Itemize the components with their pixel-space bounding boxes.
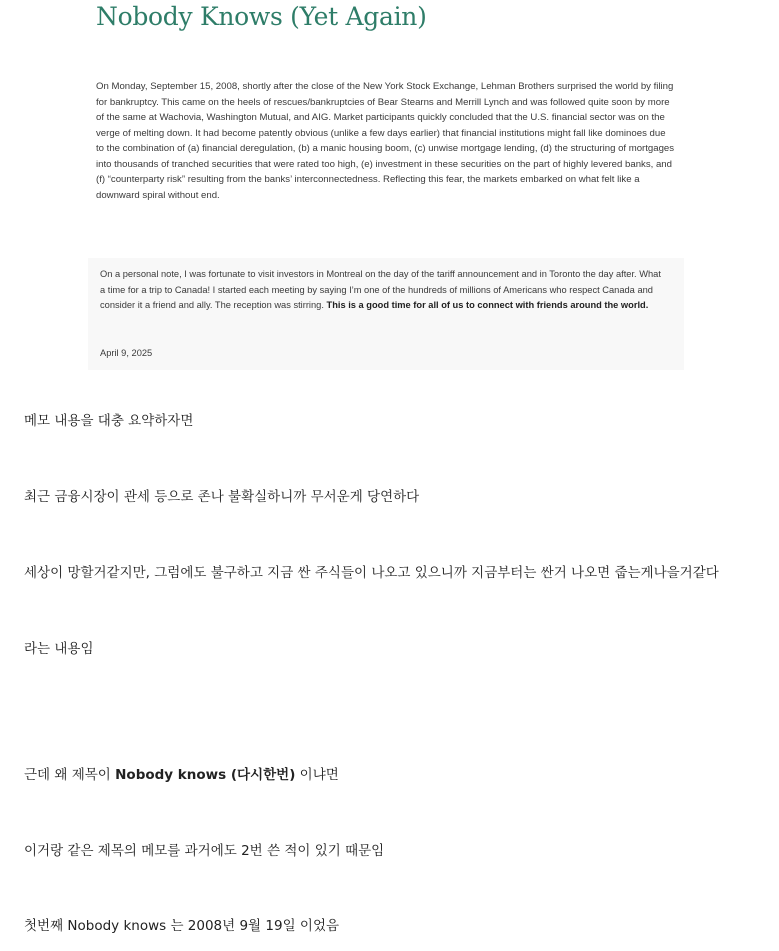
post-line-summary-intro: 메모 내용을 대충 요약하자면 bbox=[24, 413, 194, 429]
personal-note-emphasis: This is a good time for all of us to connect with friends around the world. bbox=[326, 300, 649, 310]
memo-screenshot bbox=[82, 0, 684, 370]
post-line-title-question bbox=[24, 763, 339, 783]
memo-title: Nobody Knows (Yet Again) bbox=[96, 2, 427, 31]
title-question-bold: Nobody knows (다시한번) bbox=[115, 767, 296, 783]
post-line-buy-cheap: 세상이 망할거같지만, 그럼에도 불구하고 지금 싼 주식들이 나오고 있으니까 지금부터는 싼거 나오면 줍는게나을거같다 bbox=[24, 565, 719, 581]
post-line-market-uncertainty: 최근 금융시장이 관세 등으로 존나 불확실하니까 무서운게 당연하다 bbox=[24, 489, 420, 505]
memo-paragraph-lehman: On Monday, September 15, 2008, shortly after the close of the New York Stock Exchange, Lehman Brothers surprised the world by filing for bankruptcy. This came on the heels of rescues/bankruptcies of Bear Stearns and Merrill Lynch and was followed quite soon by more of the same at Wachovia, Washington Mutual, and AIG. Market participants quickly concluded that the U.S. financial sector was on the verge of melting down. It had become patently obvious (unlike a few days earlier) that financial institutions might fall like dominoes due to the combination of (a) financial deregulation, (b) a manic housing boom, (c) unwise mortgage lending, (d) the structuring of mortgages into thousands of tranched securities that were rated too high, (e) investment in these securities on the part of highly levered banks, and (f) “counterparty risk” resulting from the banks’ interconnectedness. Reflecting this fear, the markets embarked on what felt like a downward spiral without end. bbox=[96, 81, 675, 201]
memo-date: April 9, 2025 bbox=[100, 348, 153, 358]
memo-paragraph-personal-note bbox=[100, 267, 665, 314]
title-question-prefix: 근데 왜 제목이 bbox=[24, 767, 116, 783]
post-line-previous-memos: 이거랑 같은 제목의 메모를 과거에도 2번 쓴 적이 있기 때문임 bbox=[24, 843, 385, 859]
title-question-suffix: 이냐면 bbox=[295, 767, 339, 783]
post-line-conclusion: 라는 내용임 bbox=[24, 641, 94, 657]
post-line-first-memo-date: 첫번째 Nobody knows 는 2008년 9월 19일 이었음 bbox=[24, 918, 340, 934]
personal-note-text: On a personal note, I was fortunate to visit investors in Montreal on the day of the tariff announcement and in Toronto the day after. What a time for a trip to Canada! I started each meeting by saying I’m one of the hundreds of millions of Americans who respect Canada and consider it a friend and ally. The reception was stirring. bbox=[100, 269, 661, 310]
memo-closing-box bbox=[88, 258, 684, 370]
